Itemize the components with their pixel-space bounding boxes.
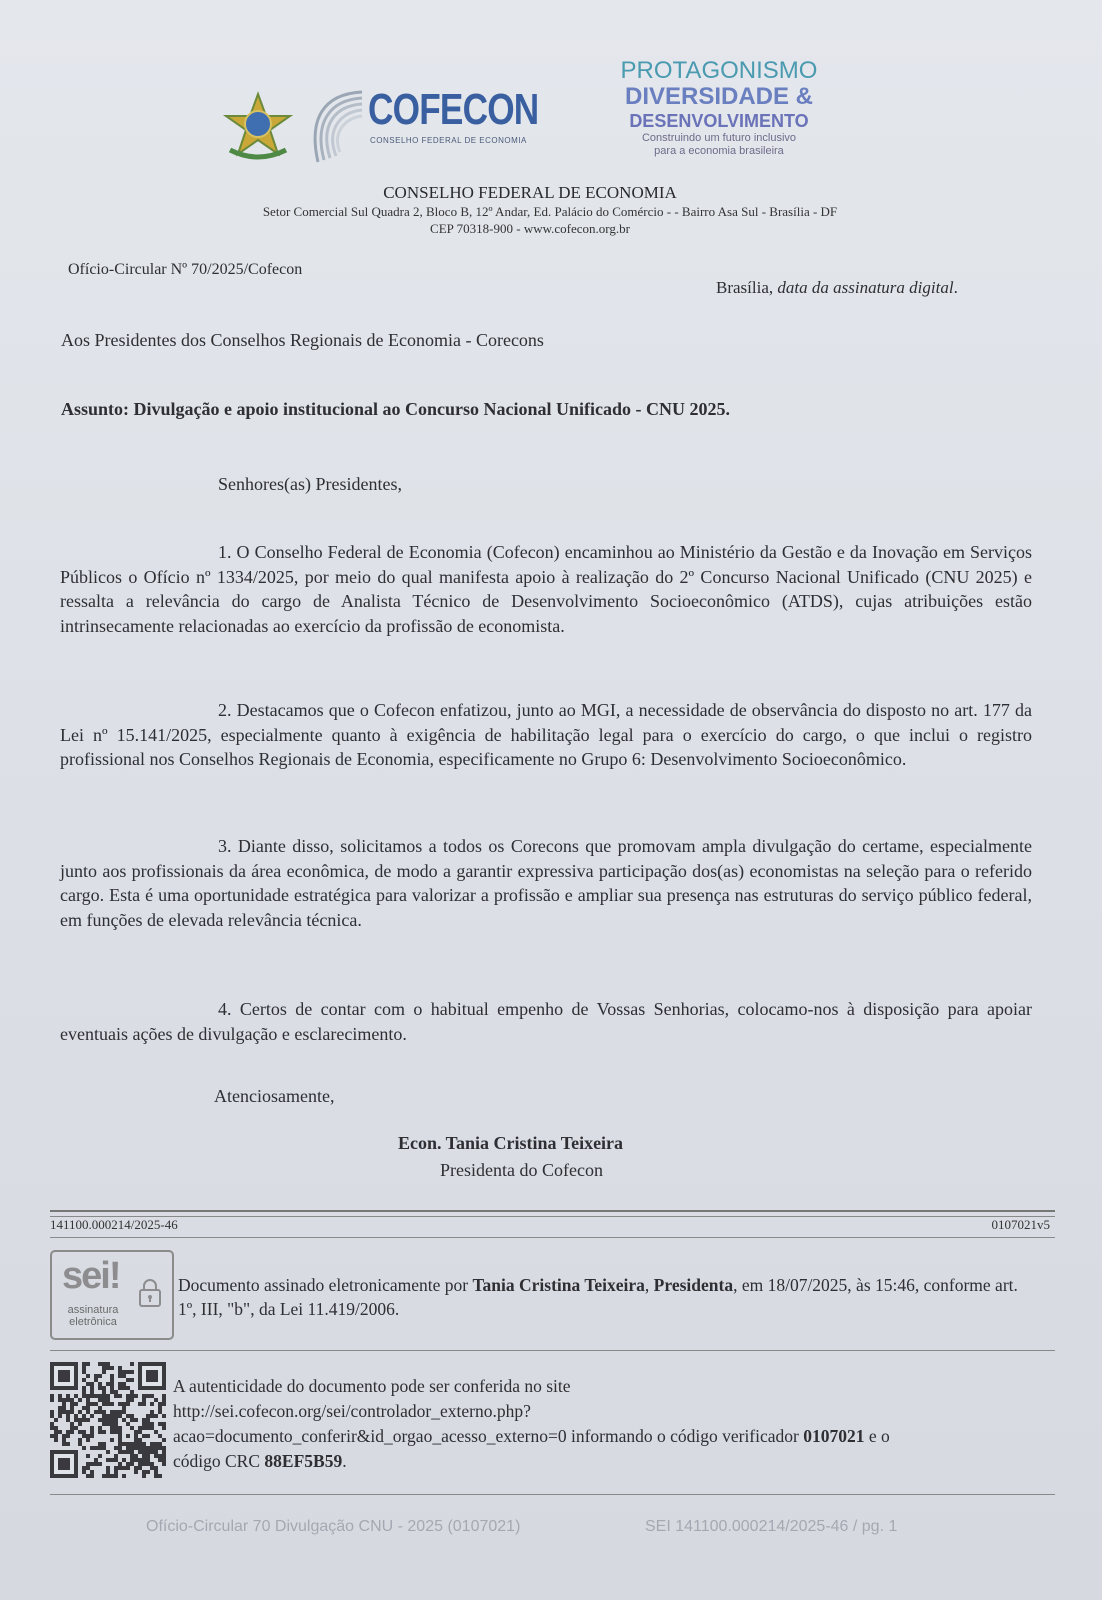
divider	[50, 1237, 1055, 1238]
letter-recipient: Aos Presidentes dos Conselhos Regionais de Economia - Corecons	[61, 330, 544, 350]
verifier-code: 0107021	[803, 1426, 865, 1446]
letter-closing: Atenciosamente,	[214, 1086, 335, 1106]
campaign-logo	[584, 58, 854, 158]
footer-doc-title: Ofício-Circular 70 Divulgação CNU - 2025 (0107021)	[146, 1518, 521, 1535]
auth-query-line	[173, 1424, 1053, 1449]
signature-role: Presidenta	[653, 1275, 734, 1295]
authenticity-notice	[173, 1374, 1053, 1474]
campaign-tagline-2: para a economia brasileira	[654, 145, 784, 157]
divider	[50, 1350, 1055, 1351]
signature-separator: ,	[644, 1275, 654, 1295]
document-version: 0107021v5	[991, 1217, 1050, 1232]
cofecon-logo-subtitle: CONSELHO FEDERAL DE ECONOMIA	[370, 136, 527, 145]
footer-page-ref: SEI 141100.000214/2025-46 / pg. 1	[645, 1518, 898, 1535]
signature-prefix: Documento assinado eletronicamente por	[178, 1275, 473, 1295]
signature-name: Tania Cristina Teixeira	[472, 1275, 645, 1295]
letter-place: Brasília,	[716, 278, 774, 297]
sei-logo: sei!	[62, 1255, 120, 1297]
letter-salutation: Senhores(as) Presidentes,	[218, 474, 402, 494]
cofecon-swirl-icon	[304, 88, 364, 164]
institution-name: CONSELHO FEDERAL DE ECONOMIA	[383, 183, 677, 202]
paragraph-4: 4. Certos de contar com o habitual empenho de Vossas Senhorias, colocamo-nos à disposição para apoiar eventuais ações de divulgação e esclarecimento.	[60, 999, 1032, 1044]
sei-seal-caption: assinatura eletrônica	[67, 1304, 119, 1328]
divider-thick	[50, 1210, 1055, 1217]
campaign-line-2: DIVERSIDADE &	[624, 83, 814, 110]
institution-cep: CEP 70318-900 - www.cofecon.org.br	[430, 221, 630, 236]
signer-name: Econ. Tania Cristina Teixeira	[398, 1133, 624, 1153]
campaign-tagline-1: Construindo um futuro inclusivo	[641, 132, 797, 144]
letter-reference: Ofício-Circular Nº 70/2025/Cofecon	[68, 261, 303, 278]
coat-of-arms-icon	[222, 90, 294, 162]
letter-date-text: data da assinatura digital	[777, 278, 954, 297]
signature-statement	[178, 1273, 1038, 1321]
signer-role: Presidenta do Cofecon	[440, 1160, 603, 1180]
letterhead-logos	[222, 58, 862, 170]
institution-block	[0, 183, 1060, 237]
auth-line-1: A autenticidade do documento pode ser conferida no site	[173, 1376, 571, 1396]
crc-code: 88EF5B59	[264, 1451, 343, 1471]
lock-icon	[138, 1278, 162, 1308]
paragraph-3: 3. Diante disso, solicitamos a todos os Corecons que promovam ampla divulgação do certame, especialmente junto aos profissionais da área econômica, de modo a garantir expressiva participação dos(as) economistas na seleção para o referido cargo. Esta é uma oportunidade estratégica para valorizar a profissão e ampliar sua presença nas estruturas do serviço público federal, em funções de elevada relevância técnica.	[60, 836, 1032, 930]
crc-line	[173, 1449, 1053, 1474]
letter-subject: Assunto: Divulgação e apoio institucional ao Concurso Nacional Unificado - CNU 2025.	[61, 399, 731, 419]
letter-date: Brasília, data da assinatura digital.	[716, 278, 958, 297]
qr-code-icon	[50, 1362, 166, 1478]
campaign-line-3: DESENVOLVIMENTO	[629, 111, 809, 131]
paragraph-1: 1. O Conselho Federal de Economia (Cofecon) encaminhou ao Ministério da Gestão e da Inovação em Serviços Públicos o Ofício nº 1334/2025, por meio do qual manifesta apoio à realização do 2º Concurso Nacional Unificado (CNU 2025) e ressalta a relevância do cargo de Analista Técnico de Desenvolvimento Socioeconômico (ATDS), cujas atribuições estão intrinsecamente relacionadas ao exercício da profissão de economista.	[60, 542, 1032, 636]
sei-electronic-signature-seal	[50, 1250, 174, 1340]
auth-end: .	[342, 1451, 347, 1471]
signature-suffix: , em 18/07/2025, às 15:46, conforme art. 1º, III, "b", da Lei 11.419/2006.	[178, 1275, 1018, 1319]
campaign-line-1: PROTAGONISMO	[620, 57, 818, 84]
institution-address: Setor Comercial Sul Quadra 2, Bloco B, 12º Andar, Ed. Palácio do Comércio - - Bairro Asa Sul - Brasília - DF	[262, 204, 838, 219]
auth-mid: código CRC	[173, 1451, 265, 1471]
process-number: 141100.000214/2025-46	[50, 1217, 178, 1232]
paragraph-2: 2. Destacamos que o Cofecon enfatizou, junto ao MGI, a necessidade de observância do disposto no art. 177 da Lei nº 15.141/2025, especialmente quanto à exigência de habilitação legal para o exercício do cargo, o que inclui o registro profissional nos Conselhos Regionais de Economia, especificamente no Grupo 6: Desenvolvimento Socioeconômico.	[60, 700, 1032, 769]
auth-url[interactable]: http://sei.cofecon.org/sei/controlador_externo.php?	[173, 1401, 531, 1421]
auth-query: acao=documento_conferir&id_orgao_acesso_externo=0 informando o código verificador	[173, 1426, 804, 1446]
cofecon-logo-text: COFECON	[368, 85, 539, 134]
divider	[50, 1494, 1055, 1495]
auth-mid-first: e o	[864, 1426, 890, 1446]
